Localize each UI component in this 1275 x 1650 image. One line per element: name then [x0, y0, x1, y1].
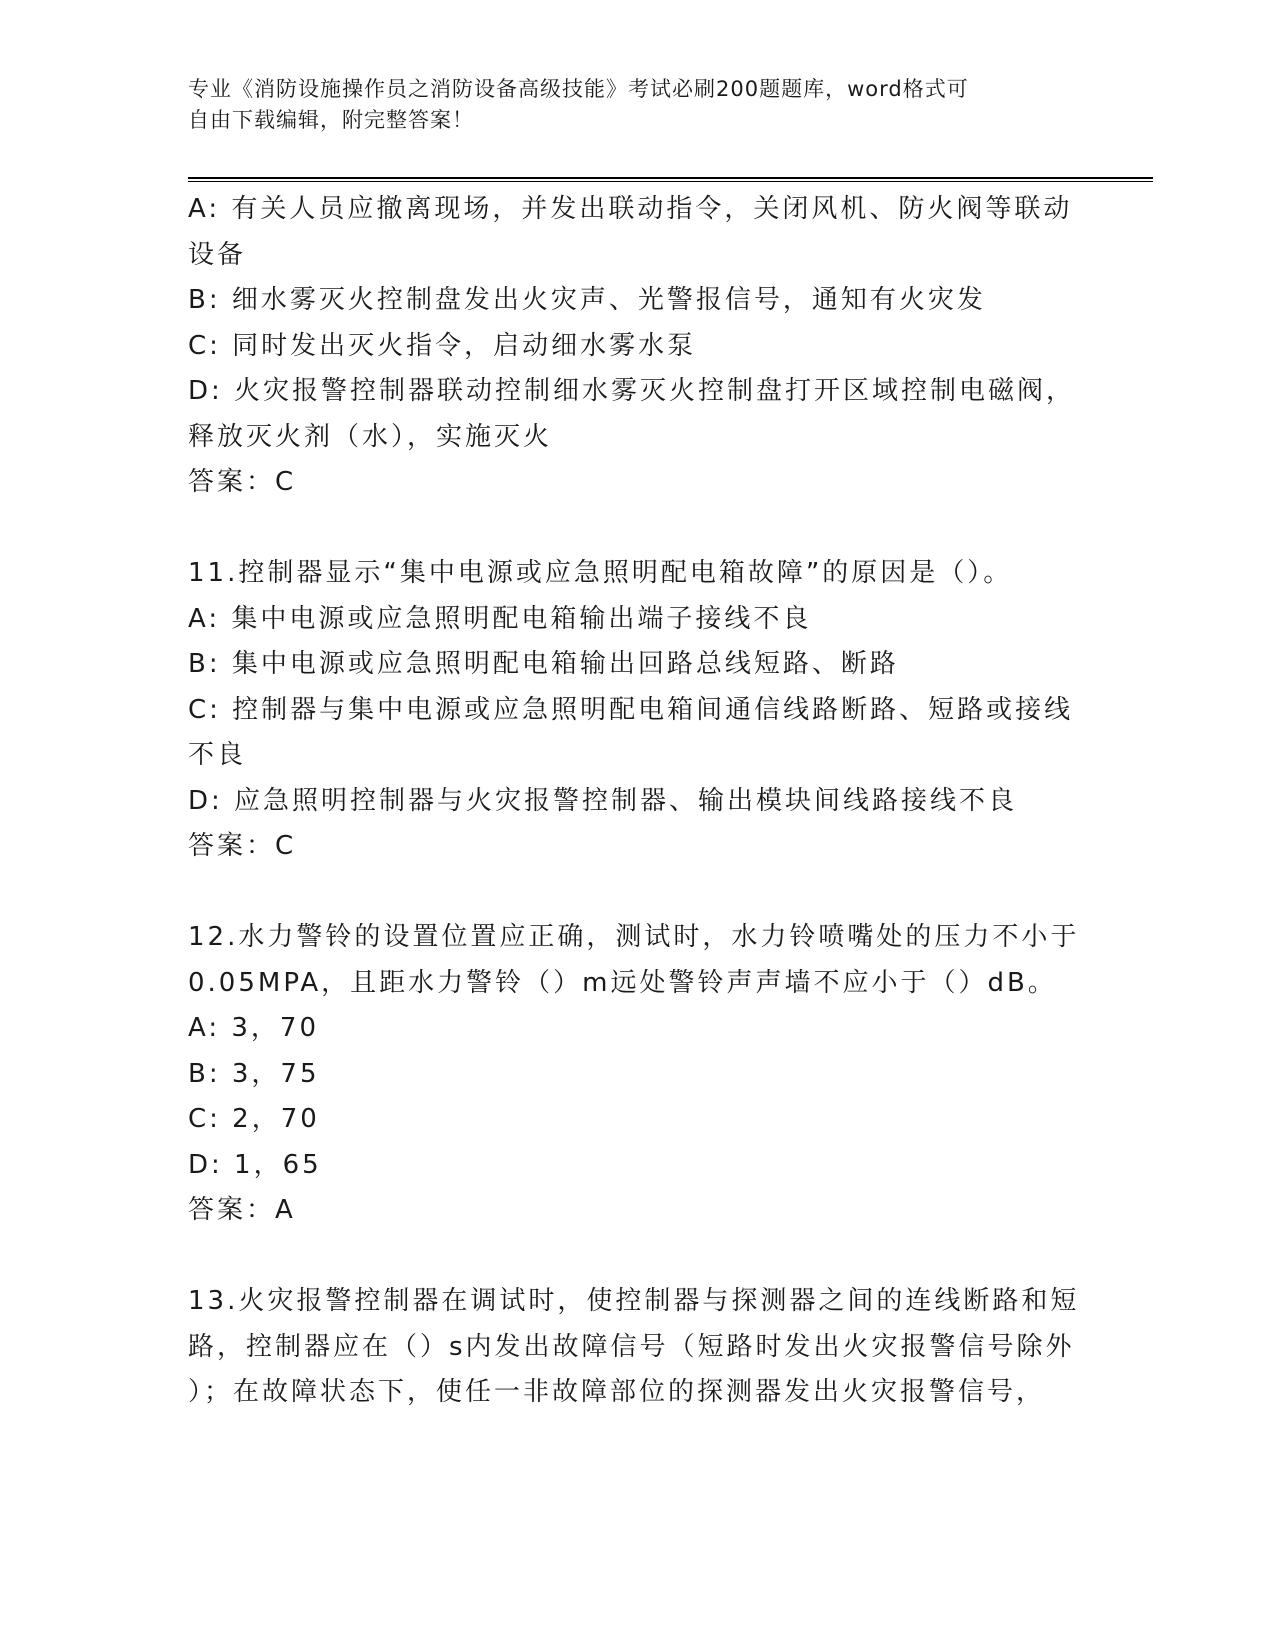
question-11	[188, 551, 1158, 870]
spacer	[188, 870, 1158, 916]
question-10-continued	[188, 187, 1158, 506]
q11-stem: 11.控制器显示“集中电源或应急照明配电箱故障”的原因是（）。	[188, 558, 1013, 588]
q10-option-a-line-2: 设备	[188, 239, 247, 270]
header-line-1: 专业《消防设施操作员之消防设备高级技能》考试必刷200题题库，word格式可	[188, 77, 969, 101]
q12-option-a: A: 3，70	[188, 1013, 319, 1043]
spacer	[188, 1234, 1158, 1280]
header-divider-thick	[188, 177, 1153, 179]
q12-answer: 答案：A	[188, 1195, 296, 1225]
q12-option-c: C: 2，70	[188, 1104, 320, 1134]
q11-answer: 答案：C	[188, 831, 297, 861]
header-divider-thin	[188, 181, 1153, 182]
q10-answer: 答案：C	[188, 467, 297, 497]
q10-option-d-line-1: D: 火灾报警控制器联动控制细水雾灭火控制盘打开区域控制电磁阀，	[188, 376, 1076, 406]
q13-stem-line-2: 路，控制器应在（）s内发出故障信号（短路时发出火灾报警信号除外	[188, 1331, 1075, 1362]
question-13	[188, 1279, 1158, 1416]
q12-option-b: B: 3，75	[188, 1058, 320, 1089]
q13-stem-line-3: ）；在故障状态下，使任一非故障部位的探测器发出火灾报警信号，	[188, 1377, 1046, 1407]
q12-option-d: D: 1，65	[188, 1149, 322, 1180]
question-12	[188, 915, 1158, 1234]
q10-option-d-line-2: 释放灭火剂（水），实施灭火	[188, 421, 553, 452]
q13-stem-line-1: 13.火灾报警控制器在调试时，使控制器与探测器之间的连线断路和短	[188, 1286, 1080, 1316]
q10-option-c: C: 同时发出灭火指令，启动细水雾水泵	[188, 330, 697, 361]
q11-option-a: A: 集中电源或应急照明配电箱输出端子接线不良	[188, 603, 812, 634]
q11-option-b: B: 集中电源或应急照明配电箱输出回路总线短路、断路	[188, 649, 899, 679]
header-line-2: 自由下载编辑，附完整答案！	[188, 108, 474, 132]
q11-option-c-line-2: 不良	[188, 740, 247, 770]
spacer	[188, 506, 1158, 552]
q12-stem-line-2: 0.05MPA，且距水力警铃（）m远处警铃声声墙不应小于（）dB。	[188, 967, 1057, 998]
q12-stem-line-1: 12.水力警铃的设置位置应正确，测试时，水力铃喷嘴处的压力不小于	[188, 922, 1080, 952]
q11-option-c-line-1: C: 控制器与集中电源或应急照明配电箱间通信线路断路、短路或接线	[188, 694, 1074, 725]
q11-option-d: D: 应急照明控制器与火灾报警控制器、输出模块间线路接线不良	[188, 785, 1018, 816]
q10-option-b: B: 细水雾灭火控制盘发出火灾声、光警报信号，通知有火灾发	[188, 285, 986, 315]
document-header	[188, 74, 1088, 136]
document-body	[188, 187, 1158, 1416]
q10-option-a-line-1: A: 有关人员应撤离现场，并发出联动指令，关闭风机、防火阀等联动	[188, 194, 1073, 224]
